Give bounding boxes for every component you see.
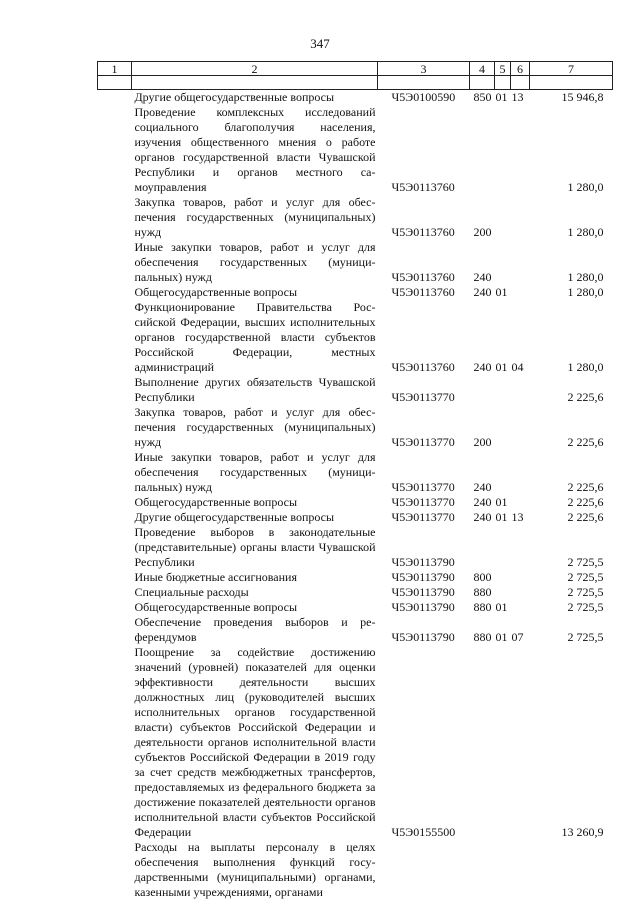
- row-target-code: Ч5Э0113790: [391, 600, 455, 614]
- row-number-cell: [98, 600, 132, 615]
- table-body: [98, 90, 613, 901]
- page-number: 347: [310, 36, 330, 51]
- row-number-cell: [98, 615, 132, 645]
- row-subsection: 07: [511, 630, 524, 644]
- row-description: Поощрение за содействие достижению значений (уровней) показателей для оценки эффективности деятельности высших должностных лиц (руководителей высших исполнительных органов государственной власти) субъектов Российской Федерации и деятельности органов исполнительной власти субъектов Российской Федерации в 2019 году за счет средств межбюджетных трансфертов, предоставляемых из федерального бюджета за достижение показателей деятельности органов исполнительной власти субъектов Российской Федерации: [134, 645, 376, 839]
- row-amount: 2 225,6: [567, 435, 604, 449]
- row-subsection: 13: [511, 90, 524, 104]
- row-expense-type: 800: [473, 570, 492, 584]
- header-cell: 3: [378, 62, 470, 76]
- row-section: [495, 240, 511, 285]
- row-target-code: Ч5Э0113770: [391, 435, 455, 449]
- row-section: [495, 840, 511, 900]
- row-amount: 1 280,0: [567, 360, 604, 374]
- table-row: [98, 600, 613, 615]
- row-amount: 1 280,0: [567, 285, 604, 299]
- row-number-cell: [98, 450, 132, 495]
- row-target-code: Ч5Э0113790: [391, 570, 455, 584]
- header-cell: 4: [470, 62, 495, 76]
- row-target-code: Ч5Э0113770: [391, 390, 455, 404]
- row-target-code: Ч5Э0155500: [391, 825, 456, 839]
- row-section: [495, 570, 511, 585]
- row-description: Закупка товаров, работ и услуг для обеспечения государственных (муниципальных) нужд: [134, 405, 376, 449]
- row-description: Другие общегосударственные вопросы: [134, 510, 335, 524]
- header-cell: 7: [530, 62, 613, 76]
- table-row: [98, 405, 613, 450]
- row-number-cell: [98, 405, 132, 450]
- row-expense-type: [470, 525, 495, 570]
- row-section: 01: [495, 285, 508, 299]
- row-subsection: 13: [511, 510, 524, 524]
- row-amount: 2 725,5: [567, 570, 604, 584]
- row-description: Расходы на выплаты персоналу в целях обеспечения выполнения функций государственными (муниципальными) органами, казенными учреждениями, органами: [134, 840, 376, 899]
- row-expense-type: 240: [473, 270, 492, 284]
- row-target-code: Ч5Э0113760: [391, 225, 455, 239]
- row-amount: 2 225,6: [567, 390, 604, 404]
- row-section: [495, 375, 511, 405]
- row-number-cell: [98, 840, 132, 900]
- row-expense-type: [470, 840, 495, 900]
- row-target-code: Ч5Э0113760: [391, 360, 455, 374]
- row-target-code: Ч5Э0113760: [391, 270, 455, 284]
- table-row: [98, 195, 613, 240]
- table-row: [98, 525, 613, 570]
- row-description: Общегосударственные вопросы: [134, 495, 298, 509]
- table-row: [98, 570, 613, 585]
- row-expense-type: 880: [473, 585, 492, 599]
- row-number-cell: [98, 105, 132, 195]
- row-subsection: [511, 105, 530, 195]
- row-subsection: [511, 525, 530, 570]
- row-subsection: [511, 585, 530, 600]
- row-section: 01: [495, 600, 508, 614]
- table-row: [98, 840, 613, 900]
- row-expense-type: [470, 105, 495, 195]
- row-amount: 2 725,5: [567, 585, 604, 599]
- table-row: [98, 285, 613, 300]
- row-description: Общегосударственные вопросы: [134, 600, 298, 614]
- row-number-cell: [98, 510, 132, 525]
- row-subsection: [511, 450, 530, 495]
- row-section: [495, 450, 511, 495]
- row-number-cell: [98, 495, 132, 510]
- row-amount: 1 280,0: [567, 270, 604, 284]
- row-target-code: Ч5Э0113790: [391, 630, 455, 644]
- row-subsection: [511, 600, 530, 615]
- row-description: Иные закупки товаров, работ и услуг для обеспечения государственных (муниципальных) нужд: [134, 450, 376, 494]
- table-header-row: [98, 62, 613, 76]
- row-subsection: [511, 240, 530, 285]
- row-subsection: 04: [511, 360, 524, 374]
- row-subsection: [511, 405, 530, 450]
- table-row: [98, 450, 613, 495]
- table-row: [98, 615, 613, 645]
- header-cell: 6: [511, 62, 530, 76]
- row-subsection: [511, 285, 530, 300]
- row-expense-type: 880: [473, 630, 492, 644]
- row-target-code: [378, 840, 470, 900]
- table-row: [98, 375, 613, 405]
- row-section: [495, 405, 511, 450]
- row-number-cell: [98, 525, 132, 570]
- row-expense-type: [470, 645, 495, 840]
- row-amount: [530, 840, 613, 900]
- row-subsection: [511, 195, 530, 240]
- row-subsection: [511, 840, 530, 900]
- row-subsection: [511, 495, 530, 510]
- row-expense-type: 240: [473, 360, 492, 374]
- row-target-code: Ч5Э0113770: [391, 480, 455, 494]
- row-section: 01: [495, 495, 508, 509]
- row-expense-type: [470, 375, 495, 405]
- row-number-cell: [98, 195, 132, 240]
- row-description: Специальные расходы: [134, 585, 249, 599]
- row-description: Закупка товаров, работ и услуг для обеспечения государственных (муниципальных) нужд: [134, 195, 376, 239]
- row-section: 01: [495, 510, 508, 524]
- table-row: [98, 105, 613, 195]
- header-cell: 2: [132, 62, 378, 76]
- row-subsection: [511, 570, 530, 585]
- row-description: Общегосударственные вопросы: [134, 285, 298, 299]
- row-description: Проведение выборов в законодательные (представительные) органы власти Чувашской Республики: [134, 525, 376, 569]
- row-expense-type: 200: [473, 435, 492, 449]
- table-row: [98, 90, 613, 106]
- row-subsection: [511, 645, 530, 840]
- row-target-code: Ч5Э0113770: [391, 495, 455, 509]
- row-number-cell: [98, 570, 132, 585]
- row-expense-type: 240: [473, 285, 492, 299]
- row-section: 01: [495, 630, 508, 644]
- row-amount: 2 225,6: [567, 495, 604, 509]
- table-row: [98, 645, 613, 840]
- table-row: [98, 300, 613, 375]
- row-amount: 1 280,0: [567, 180, 604, 194]
- row-description: Выполнение других обязательств Чувашской Республики: [134, 375, 376, 404]
- row-section: [495, 525, 511, 570]
- row-section: 01: [495, 90, 508, 104]
- row-number-cell: [98, 285, 132, 300]
- row-amount: 2 725,5: [567, 630, 604, 644]
- row-expense-type: 240: [473, 480, 492, 494]
- row-amount: 15 946,8: [561, 90, 604, 104]
- row-amount: 2 225,6: [567, 480, 604, 494]
- row-target-code: Ч5Э0113760: [391, 180, 455, 194]
- row-amount: 2 225,6: [567, 510, 604, 524]
- table-row: [98, 495, 613, 510]
- row-target-code: Ч5Э0113790: [391, 555, 455, 569]
- row-section: [495, 645, 511, 840]
- row-amount: 2 725,5: [567, 600, 604, 614]
- row-description: Обеспечение проведения выборов и референдумов: [134, 615, 376, 644]
- row-subsection: [511, 375, 530, 405]
- row-amount: 13 260,9: [561, 825, 604, 839]
- row-number-cell: [98, 300, 132, 375]
- row-target-code: Ч5Э0113770: [391, 510, 455, 524]
- row-expense-type: 850: [473, 90, 492, 104]
- row-target-code: Ч5Э0113790: [391, 585, 455, 599]
- row-amount: 2 725,5: [567, 555, 604, 569]
- row-expense-type: 200: [473, 225, 492, 239]
- row-number-cell: [98, 90, 132, 106]
- header-cell: 5: [495, 62, 511, 76]
- row-number-cell: [98, 375, 132, 405]
- row-section: [495, 195, 511, 240]
- row-expense-type: 240: [473, 510, 492, 524]
- row-expense-type: 240: [473, 495, 492, 509]
- header-cell: 1: [98, 62, 132, 76]
- row-number-cell: [98, 645, 132, 840]
- row-target-code: Ч5Э0113760: [391, 285, 455, 299]
- row-amount: 1 280,0: [567, 225, 604, 239]
- table-row: [98, 510, 613, 525]
- row-description: Иные бюджетные ассигнования: [134, 570, 297, 584]
- row-number-cell: [98, 240, 132, 285]
- row-description: Функционирование Правительства Российской Федерации, высших исполнительных органов государственной власти субъектов Российской Федерации, местных администраций: [134, 300, 376, 374]
- row-number-cell: [98, 585, 132, 600]
- row-section: [495, 585, 511, 600]
- row-description: Иные закупки товаров, работ и услуг для обеспечения государственных (муниципальных) нужд: [134, 240, 376, 284]
- budget-table: [97, 61, 613, 900]
- table-row: [98, 240, 613, 285]
- row-description: Другие общегосударственные вопросы: [134, 90, 335, 104]
- row-section: [495, 105, 511, 195]
- row-expense-type: 880: [473, 600, 492, 614]
- row-target-code: Ч5Э0100590: [391, 90, 456, 104]
- table-row: [98, 585, 613, 600]
- row-section: 01: [495, 360, 508, 374]
- row-description: Проведение комплексных исследований социального благополучия населения, изучения общественного мнения о работе органов государственной власти Чувашской Республики и органов местного самоуправления: [134, 105, 376, 194]
